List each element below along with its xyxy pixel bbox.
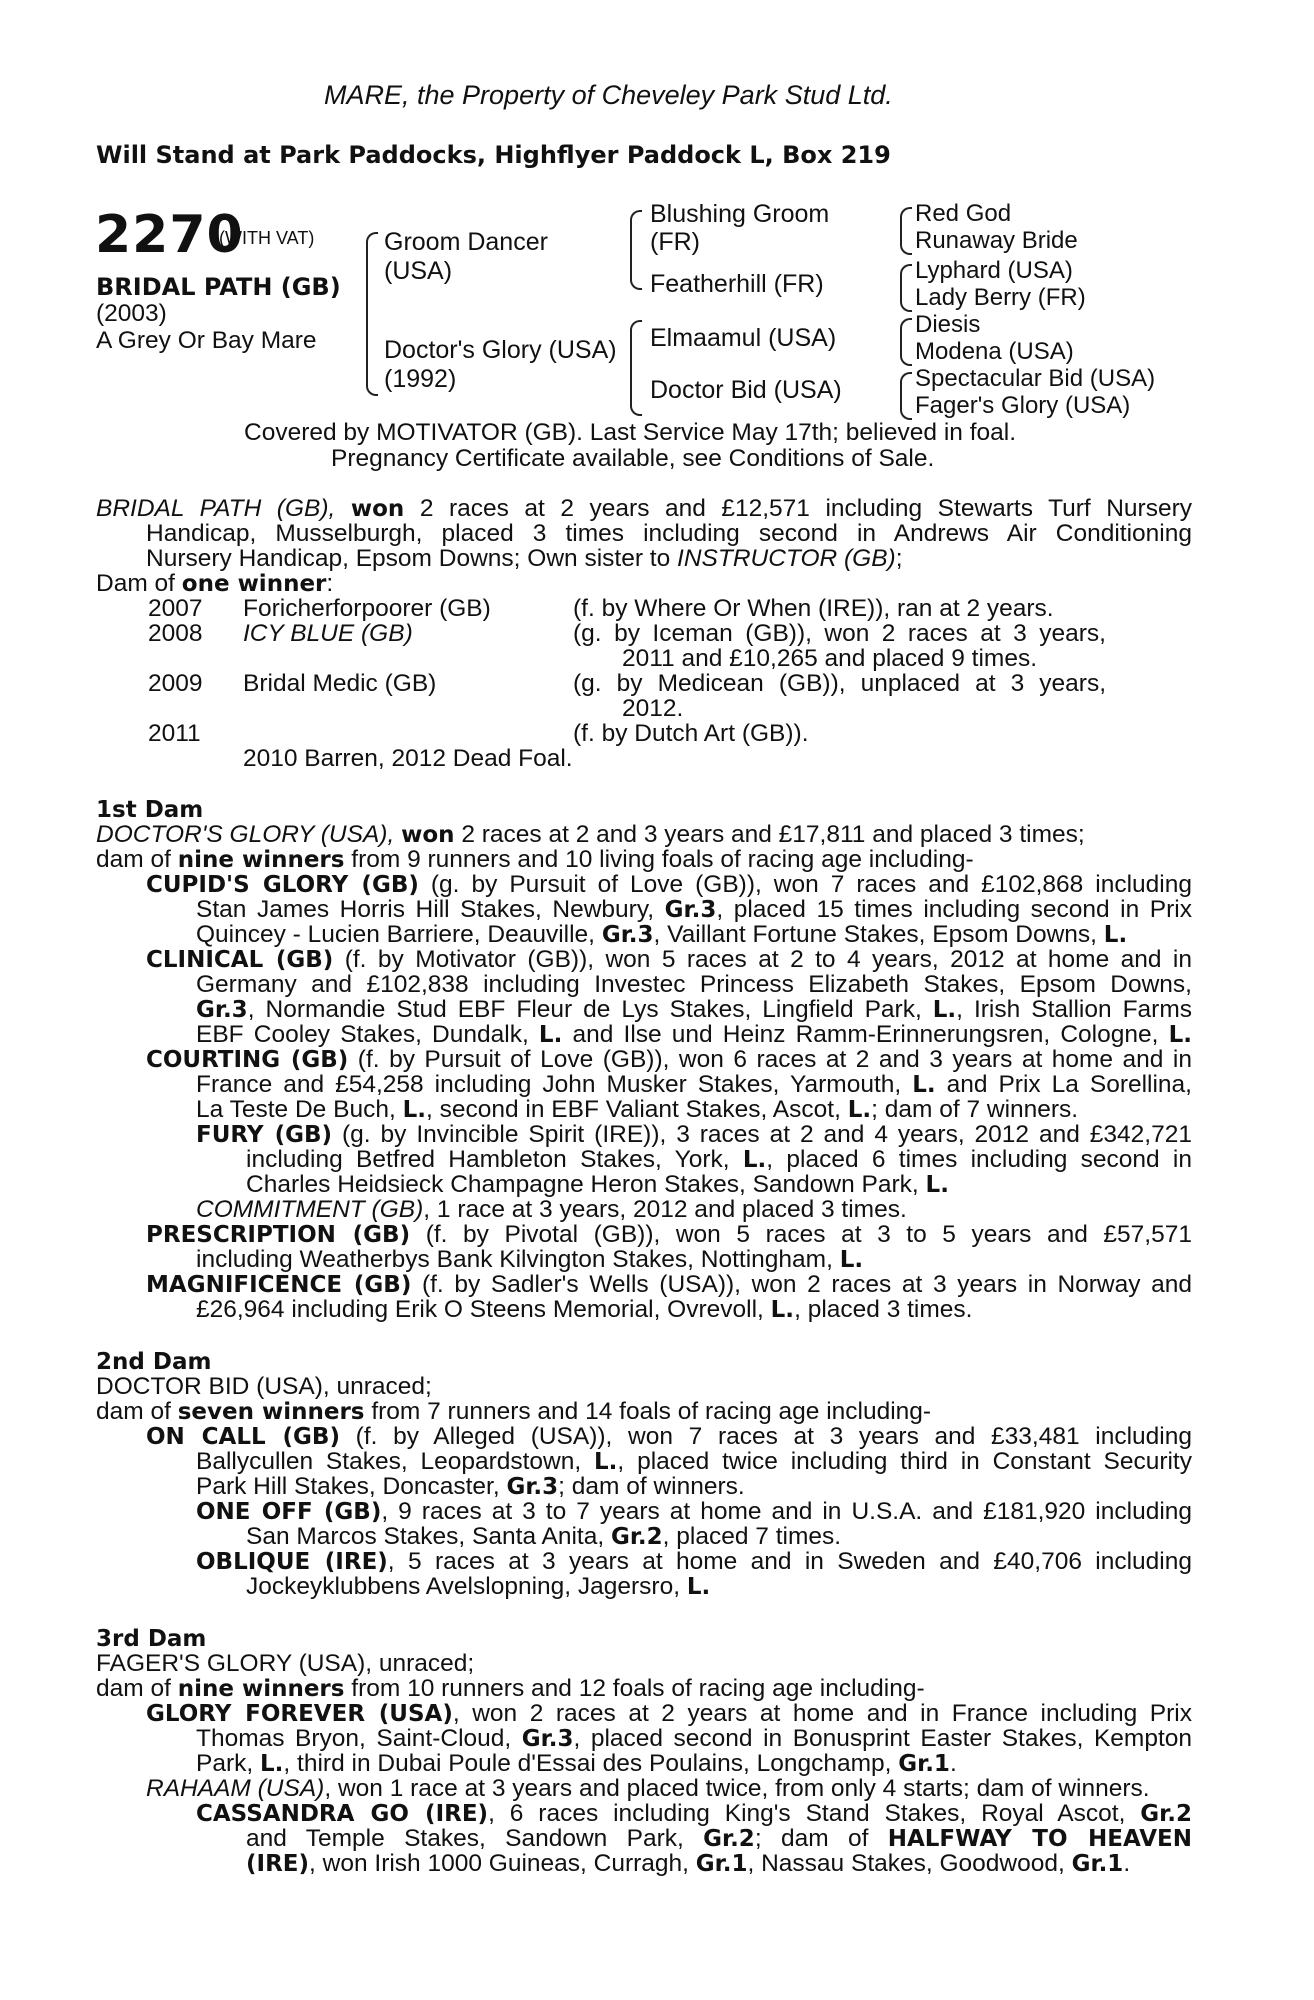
- produce-year: 2008: [148, 620, 203, 647]
- progeny-line: [146, 1272, 1192, 1299]
- dam-text: from 10 runners and 12 foals of racing age including-: [351, 1675, 925, 1702]
- pedigree-ss-origin: (FR): [650, 228, 700, 256]
- pedigree-ddd: Fager's Glory (USA): [915, 392, 1131, 419]
- lot-number: 2270: [95, 205, 244, 265]
- progeny-line: [196, 1072, 1192, 1099]
- progeny-text: won 2 races at 2 years at home and in France including Prix: [472, 1700, 1192, 1727]
- dam-text: 2 races at 2 and 3 years and £17,811 and placed 3 times;: [461, 821, 1085, 848]
- progeny-name: FURY (GB): [196, 1122, 333, 1148]
- progeny-text: Park,: [196, 1750, 254, 1777]
- progeny-name: COMMITMENT (GB): [196, 1196, 424, 1223]
- pedigree-dam: Doctor's Glory (USA): [384, 336, 617, 364]
- produce-detail: (f. by Dutch Art (GB)).: [573, 720, 809, 747]
- produce-year: 2007: [148, 595, 203, 622]
- punct: ,: [488, 1800, 495, 1827]
- progeny-line: La Teste De Buch, L., second in EBF Valiant Stakes, Ascot, L.; dam of 7 winners.: [196, 1096, 1079, 1123]
- dam-text: from 9 runners and 10 living foals of racing age including-: [351, 846, 974, 873]
- progeny-text: Normandie Stud EBF Fleur de Lys Stakes, Lingfield Park,: [265, 996, 922, 1023]
- progeny-text: Ballycullen Stakes, Leopardstown,: [196, 1448, 582, 1475]
- progeny-line: and Temple Stakes, Sandown Park, Gr.2; dam of HALFWAY TO HEAVEN: [246, 1825, 1192, 1852]
- pedigree-ss: Blushing Groom: [650, 200, 830, 228]
- progeny-name: HALFWAY TO HEAVEN: [887, 1826, 1192, 1852]
- second-dam-heading: 2nd Dam: [96, 1349, 212, 1375]
- progeny-line: [246, 1574, 710, 1601]
- sister-name: INSTRUCTOR (GB): [677, 545, 896, 572]
- summary-line: Handicap, Musselburgh, placed 3 times including second in Andrews Air Conditioning: [146, 520, 1192, 547]
- progeny-name: (IRE): [246, 1851, 310, 1877]
- progeny-line: [196, 1247, 863, 1274]
- progeny-name: CLINICAL (GB): [146, 947, 334, 973]
- pedigree-ssd: Runaway Bride: [915, 227, 1078, 254]
- horse-description: A Grey Or Bay Mare: [96, 327, 317, 354]
- progeny-text: placed 15 times including second in Prix: [733, 896, 1192, 923]
- dam-text: from 7 runners and 14 foals of racing age including-: [371, 1398, 932, 1425]
- progeny-text: Vaillant Fortune Stakes, Epsom Downs,: [667, 921, 1097, 948]
- listed-label: L.: [932, 997, 957, 1023]
- listed-label: L.: [538, 1022, 563, 1048]
- progeny-text: 5 races at 3 years at home and in Sweden and £40,706 including: [407, 1548, 1192, 1575]
- winner-count: nine winners: [177, 847, 345, 873]
- listed-label: L.: [402, 1097, 426, 1123]
- grade-label: Gr.1: [898, 1751, 950, 1777]
- progeny-name: CASSANDRA GO (IRE): [196, 1801, 489, 1827]
- progeny-line: [146, 947, 1192, 974]
- progeny-line: [246, 1524, 841, 1551]
- dam-of-label: Dam of: [96, 570, 175, 597]
- progeny-line: [196, 1751, 957, 1778]
- progeny-text: second in EBF Valiant Stakes, Ascot,: [439, 1096, 841, 1123]
- dam3-line: FAGER'S GLORY (USA), unraced;: [96, 1650, 475, 1677]
- progeny-name: CUPID'S GLORY (GB): [146, 872, 419, 898]
- pedigree-dsd: Modena (USA): [915, 338, 1074, 365]
- progeny-text: third in Dubai Poule d'Essai des Poulains, Longchamp,: [297, 1750, 892, 1777]
- covering-line: Covered by MOTIVATOR (GB). Last Service May 17th; believed in foal.: [244, 419, 1017, 446]
- punct: ;: [895, 545, 903, 572]
- produce-detail: 2011 and £10,265 and placed 9 times.: [622, 645, 1038, 672]
- listed-label: L.: [260, 1751, 284, 1777]
- pedigree-dam-year: (1992): [384, 365, 457, 393]
- progeny-line: RAHAAM (USA), won 1 race at 3 years and placed twice, from only 4 starts; dam of winners.: [146, 1775, 1150, 1802]
- progeny-name: ON CALL (GB): [146, 1424, 340, 1450]
- progeny-name: MAGNIFICENCE (GB): [146, 1272, 412, 1298]
- listed-label: L.: [1168, 1022, 1192, 1048]
- progeny-line: [146, 1222, 1192, 1249]
- punct: ,: [662, 1523, 670, 1550]
- third-dam-heading: 3rd Dam: [96, 1626, 207, 1652]
- progeny-text: (f. by Motivator (GB)), won 5 races at 2 to 4 years, 2012 at home and in: [344, 946, 1192, 973]
- progeny-text: placed twice including third in Constant Security: [637, 1448, 1192, 1475]
- dam1-line: [96, 822, 1085, 849]
- progeny-line: [196, 1499, 1192, 1526]
- dam-of-label: dam of: [96, 846, 171, 873]
- punct: .: [949, 1750, 957, 1777]
- produce-detail: (g. by Iceman (GB)), won 2 races at 3 years,: [573, 620, 1106, 647]
- progeny-text: 1 race at 3 years, 2012 and placed 3 times.: [436, 1196, 907, 1223]
- produce-name: Bridal Medic (GB): [243, 670, 437, 697]
- progeny-line: [196, 1801, 1192, 1828]
- grade-label: Gr.3: [521, 1726, 574, 1752]
- progeny-line: [196, 1449, 1192, 1476]
- horse-year: (2003): [96, 300, 167, 327]
- pedigree-sdd: Lady Berry (FR): [915, 284, 1086, 311]
- progeny-line: [196, 1297, 972, 1324]
- horse-name: BRIDAL PATH (GB): [96, 273, 341, 301]
- progeny-text: Stan James Horris Hill Stakes, Newbury,: [196, 896, 655, 923]
- pedigree-brace: [900, 318, 912, 366]
- pedigree-sire-origin: (USA): [384, 257, 453, 285]
- won-label: won: [401, 822, 455, 848]
- punct: ,: [617, 1448, 625, 1475]
- pedigree-sds: Lyphard (USA): [915, 257, 1073, 284]
- grade-label: Gr.2: [703, 1826, 755, 1852]
- progeny-line: [146, 872, 1192, 899]
- pedigree-sd: Featherhill (FR): [650, 270, 824, 298]
- progeny-line: [246, 1147, 1192, 1174]
- punct: ,: [283, 1750, 291, 1777]
- progeny-text: Quincey - Lucien Barriere, Deauville,: [196, 921, 595, 948]
- progeny-text: including Betfred Hambleton Stakes, York,: [246, 1146, 730, 1173]
- pedigree-dds: Spectacular Bid (USA): [915, 365, 1156, 392]
- produce-name: ICY BLUE (GB): [243, 620, 413, 647]
- listed-label: L.: [912, 1072, 936, 1098]
- progeny-text: Park Hill Stakes, Doncaster,: [196, 1473, 500, 1500]
- punct: ,: [247, 996, 255, 1023]
- progeny-text: EBF Cooley Stakes, Dundalk,: [196, 1021, 529, 1048]
- progeny-name: GLORY FOREVER (USA): [146, 1701, 453, 1727]
- listed-label: L.: [742, 1147, 767, 1173]
- vat-note: (WITH VAT): [219, 228, 315, 248]
- progeny-line: [146, 1424, 1192, 1451]
- dam-of-label: dam of: [96, 1398, 171, 1425]
- punct: ,: [309, 1850, 316, 1877]
- punct: ,: [387, 1548, 395, 1575]
- produce-detail: (g. by Medicean (GB)), unplaced at 3 years,: [573, 670, 1106, 697]
- progeny-text: dam of 7 winners.: [884, 1096, 1079, 1123]
- pedigree-brace: [630, 320, 642, 416]
- listed-label: L.: [839, 1247, 864, 1273]
- horse-name-ref: BRIDAL PATH (GB),: [96, 495, 336, 522]
- progeny-text: and Prix La Sorellina,: [946, 1071, 1192, 1098]
- dam-name: DOCTOR'S GLORY (USA),: [96, 821, 395, 848]
- punct: :: [326, 570, 334, 597]
- dam3-line: [96, 1676, 925, 1703]
- progeny-line: [196, 1726, 1192, 1753]
- progeny-text: San Marcos Stakes, Santa Anita,: [246, 1523, 605, 1550]
- punct: ,: [747, 1850, 755, 1877]
- progeny-line: [146, 1701, 1192, 1728]
- punct: ,: [573, 1725, 581, 1752]
- produce-detail: 2012.: [622, 695, 684, 722]
- listed-label: L.: [686, 1574, 711, 1600]
- progeny-name: RAHAAM (USA): [146, 1775, 325, 1802]
- progeny-text: France and £54,258 including John Musker Stakes, Yarmouth,: [196, 1071, 902, 1098]
- punct: .: [1123, 1850, 1131, 1877]
- pedigree-brace: [630, 210, 642, 290]
- listed-label: L.: [847, 1097, 872, 1123]
- progeny-text: 6 races including King's Stand Stakes, Royal Ascot,: [509, 1800, 1126, 1827]
- pedigree-brace: [900, 264, 912, 312]
- winner-count: seven winners: [177, 1399, 365, 1425]
- winner-count: one winner: [181, 571, 327, 597]
- punct: ,: [716, 896, 724, 923]
- listed-label: L.: [925, 1172, 949, 1198]
- listed-label: L.: [770, 1297, 795, 1323]
- punct: ,: [794, 1296, 801, 1323]
- progeny-text: (f. by Sadler's Wells (USA)), won 2 races at 3 years in Norway and: [421, 1271, 1193, 1298]
- progeny-text: (f. by Pursuit of Love (GB)), won 6 races at 2 and 3 years at home and in: [357, 1046, 1192, 1073]
- progeny-line: [146, 1047, 1192, 1074]
- progeny-text: including Weatherbys Bank Kilvington Stakes, Nottingham,: [196, 1246, 833, 1273]
- dam2-line: DOCTOR BID (USA), unraced;: [96, 1373, 432, 1400]
- progeny-text: and Ilse und Heinz Ramm-Erinnerungsren, Cologne,: [572, 1021, 1159, 1048]
- progeny-text: La Teste De Buch,: [196, 1096, 396, 1123]
- pregnancy-line: Pregnancy Certificate available, see Conditions of Sale.: [331, 445, 935, 472]
- pedigree-brace: [366, 232, 378, 396]
- progeny-text: (f. by Alleged (USA)), won 7 races at 3 years and £33,481 including: [355, 1423, 1192, 1450]
- winner-count: nine winners: [177, 1676, 345, 1702]
- pedigree-sire: Groom Dancer: [384, 228, 548, 256]
- produce-detail: (f. by Where Or When (IRE)), ran at 2 years.: [573, 595, 1054, 622]
- listed-label: L.: [1103, 922, 1128, 948]
- location-line: Will Stand at Park Paddocks, Highflyer Paddock L, Box 219: [96, 141, 891, 169]
- progeny-line: [196, 897, 1192, 924]
- progeny-text: (g. by Invincible Spirit (IRE)), 3 races at 2 and 4 years, 2012 and £342,721: [342, 1121, 1192, 1148]
- progeny-text: Charles Heidsieck Champagne Heron Stakes, Sandown Park,: [246, 1171, 919, 1198]
- progeny-line: [196, 922, 1127, 949]
- grade-label: Gr.1: [1071, 1851, 1124, 1877]
- progeny-line: Germany and £102,838 including Investec Princess Elizabeth Stakes, Epsom Downs,: [196, 971, 1192, 998]
- progeny-line: [246, 1851, 1130, 1878]
- summary-line: [96, 496, 1192, 523]
- punct: ,: [956, 996, 963, 1023]
- progeny-name: ONE OFF (GB): [196, 1499, 382, 1525]
- punct: ,: [653, 921, 661, 948]
- progeny-name: PRESCRIPTION (GB): [146, 1222, 411, 1248]
- pedigree-dss: Diesis: [915, 311, 981, 338]
- punct: ,: [766, 1146, 774, 1173]
- listed-label: L.: [594, 1449, 618, 1475]
- progeny-text: 9 races at 3 to 7 years at home and in U.S.A. and £181,920 including: [398, 1498, 1193, 1525]
- pedigree-ds: Elmaamul (USA): [650, 324, 837, 352]
- grade-label: Gr.3: [664, 897, 717, 923]
- progeny-text: placed 3 times.: [807, 1296, 973, 1323]
- progeny-line: Park Hill Stakes, Doncaster, Gr.3; dam of winners.: [196, 1473, 745, 1500]
- dam2-line: [96, 1399, 931, 1426]
- progeny-line: [196, 1549, 1192, 1576]
- punct: ,: [381, 1498, 389, 1525]
- grade-label: Gr.3: [506, 1474, 559, 1500]
- produce-year: 2011: [148, 720, 201, 747]
- progeny-name: OBLIQUE (IRE): [196, 1549, 388, 1575]
- page-title: MARE, the Property of Cheveley Park Stud Ltd.: [324, 80, 893, 110]
- progeny-text: placed 7 times.: [676, 1523, 842, 1550]
- produce-note: 2010 Barren, 2012 Dead Foal.: [243, 745, 573, 772]
- pedigree-brace: [900, 207, 912, 255]
- dam-of-line: [96, 571, 333, 598]
- first-dam-heading: 1st Dam: [96, 797, 204, 823]
- progeny-text: placed second in Bonusprint Easter Stakes, Kempton: [590, 1725, 1193, 1752]
- grade-label: Gr.1: [695, 1851, 748, 1877]
- progeny-line: [196, 1022, 1192, 1049]
- punct: ,: [425, 1096, 433, 1123]
- progeny-line: [196, 1122, 1192, 1149]
- progeny-text: Jockeyklubbens Avelslopning, Jagersro,: [246, 1573, 681, 1600]
- progeny-line: [196, 997, 1192, 1024]
- progeny-line: COMMITMENT (GB), 1 race at 3 years, 2012 and placed 3 times.: [196, 1196, 907, 1223]
- progeny-name: COURTING (GB): [146, 1047, 349, 1073]
- summary-line: [146, 546, 903, 572]
- progeny-text: dam of winners.: [571, 1473, 745, 1500]
- progeny-text: £26,964 including Erik O Steens Memorial, Ovrevoll,: [196, 1296, 764, 1323]
- progeny-text: and Temple Stakes, Sandown Park,: [246, 1825, 684, 1852]
- summary-text: Nursery Handicap, Epsom Downs; Own sister to: [146, 545, 671, 572]
- progeny-text: Irish Stallion Farms: [973, 996, 1192, 1023]
- pedigree-dd: Doctor Bid (USA): [650, 376, 842, 404]
- grade-label: Gr.2: [1140, 1801, 1192, 1827]
- grade-label: Gr.2: [610, 1524, 663, 1550]
- progeny-text: Thomas Bryon, Saint-Cloud,: [196, 1725, 512, 1752]
- dam-of-label: dam of: [96, 1675, 171, 1702]
- progeny-text: placed 6 times including second in: [786, 1146, 1192, 1173]
- progeny-line: [246, 1172, 949, 1199]
- dam1-line: [96, 847, 974, 874]
- punct: ,: [452, 1700, 460, 1727]
- grade-label: Gr.3: [601, 922, 654, 948]
- progeny-text: dam of: [780, 1825, 869, 1852]
- summary-text: 2 races at 2 years and £12,571 including Stewarts Turf Nursery: [419, 495, 1193, 522]
- progeny-text: won Irish 1000 Guineas, Curragh,: [322, 1850, 689, 1877]
- progeny-text: Nassau Stakes, Goodwood,: [761, 1850, 1065, 1877]
- produce-name: Foricherforpoorer (GB): [243, 595, 491, 622]
- progeny-text: (f. by Pivotal (GB)), won 5 races at 3 to 5 years and £57,571: [425, 1221, 1192, 1248]
- pedigree-brace: [900, 372, 912, 420]
- grade-label: Gr.3: [196, 997, 248, 1023]
- pedigree-sss: Red God: [915, 200, 1012, 227]
- progeny-text: (g. by Pursuit of Love (GB)), won 7 races and £102,868 including: [430, 871, 1193, 898]
- produce-year: 2009: [148, 670, 203, 697]
- won-label: won: [350, 496, 405, 522]
- progeny-text: won 1 race at 3 years and placed twice, from only 4 starts; dam of winners.: [337, 1775, 1150, 1802]
